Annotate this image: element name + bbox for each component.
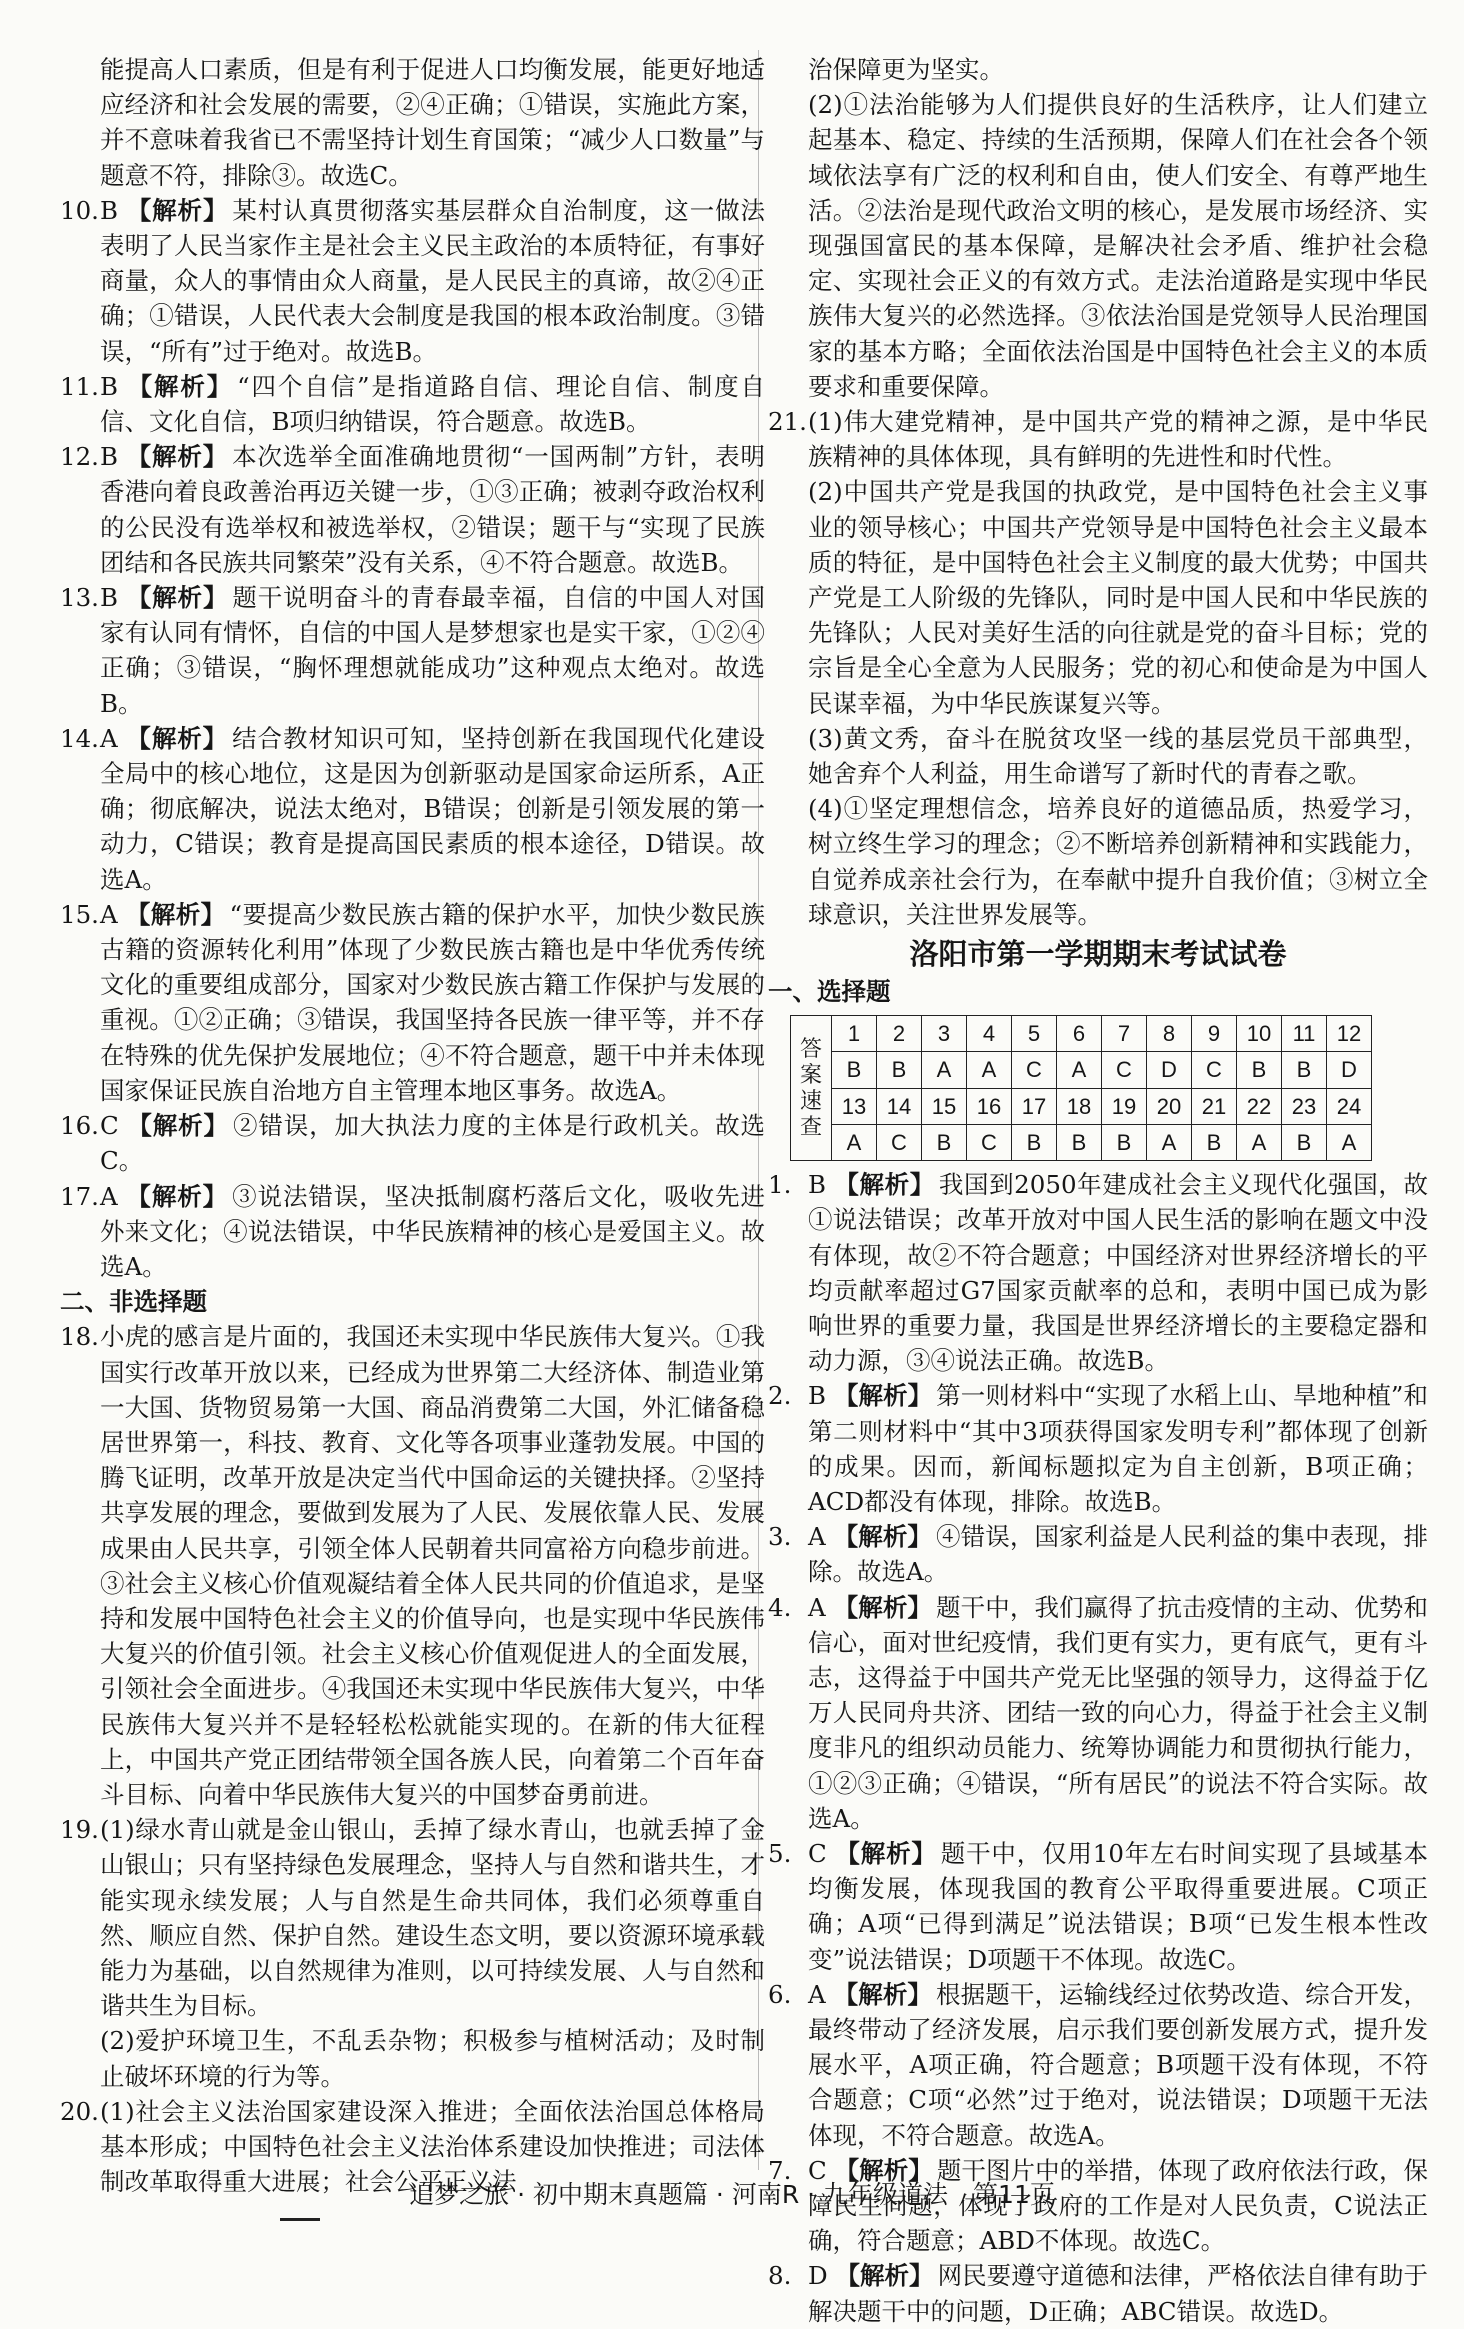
essay-20-continuation: 治保障更为坚实。 (808, 55, 1004, 84)
answer-item-7: 7. C 【解析】 题干图片中的举措，体现了政府依法行政，保障民生问题，体现了政府的工作是对人民负责，C说法正确，符合题意；ABD不体现。故选C。 (768, 2155, 1429, 2256)
essay-item-18: 18. 小虎的感言是片面的，我国还未实现中华民族伟大复兴。①我国实行改革开放以来，已经成为世界第二大经济体、制造业第一大国、货物贸易第一大国、商品消费第二大国，外汇储备稳居世界第一，科技、教育、文化等各项事业蓬勃发展。中国的腾飞证明，改革开放是决定当代中国命运的关键抉择。②坚持共享发展的理念，要做到发展为了人民、发展依靠人民、发展成果由人民共享，引领全体人民朝着共同富裕方向稳步前进。③社会主义核心价值观凝结着全体人民共同的价值追求，是坚持和发展中国特色社会主义的价值导向，也是实现中华民族伟大复兴的价值引领。社会主义核心价值观促进人的全面发展，引领社会全面进步。④我国还未实现中华民族伟大复兴，中华民族伟大复兴并不是轻轻松松就能实现的。在新的伟大征程上，中国共产党正团结带领全国各族人民，向着第二个百年奋斗目标、向着中华民族伟大复兴的中国梦奋勇前进。 (60, 1322, 765, 1809)
essay-21-part3: (3)黄文秀，奋斗在脱贫攻坚一线的基层党员干部典型，她舍弃个人利益，用生命谱写了新时代的青春之歌。 (808, 723, 1428, 789)
footer-mark (280, 2218, 320, 2221)
section-title-choice: 一、选择题 (768, 977, 891, 1007)
answer-item-10: 10. B 【解析】 某村认真贯彻落实基层群众自治制度，这一做法表明了人民当家作主是社会主义民主政治的本质特征，有事好商量，众人的事情由众人商量，是人民民主的真谛，故②④正确；①错误，人民代表大会制度是我国的根本政治制度。③错误，“所有”过于绝对。故选B。 (60, 195, 766, 366)
answer-item-8: 8. D 【解析】 网民要遵守道德和法律，严格依法自律有助于解决题干中的问题，D正确；ABC错误。故选D。 (768, 2261, 1428, 2326)
answer-item-12: 12. B 【解析】 本次选举全面准确地贯彻“一国两制”方针，表明香港向着良政善治再迈关键一步，①③正确；被剥夺政治权利的公民没有选举权和被选举权，②错误；题干与“实现了民族团结和各民族共同繁荣”没有关系，④不符合题意。故选B。 (60, 442, 765, 577)
answer-table (790, 1015, 1372, 1161)
essay-item-20: 20. (1)社会主义法治国家建设深入推进；全面依法治国总体格局基本形成；中国特色社会主义法治体系建设加快推进；司法体制改革取得重大进展；社会公平正义法 (60, 2096, 765, 2197)
answer-list-left (60, 193, 765, 1284)
answer-item-16: 16. C 【解析】 ②错误，加大执法力度的主体是行政机关。故选C。 (60, 1111, 765, 1176)
table-row: 13 14 15 16 17 18 19 20 21 22 23 24 (791, 1088, 1372, 1124)
left-column (60, 52, 765, 2199)
essay-item-19: 19. (1)绿水青山就是金山银山，丢掉了绿水青山，也就丢掉了金山银山；只有坚持绿色发展理念，坚持人与自然和谐共生，才能实现永续发展；人与自然是生命共同体，我们必须尊重自然、顺应自然、保护自然。建设生态文明，要以资源环境承载能力为基础，以自然规律为准则，以可持续发展、人与自然和谐共生为目标。 (2)爱护环境卫生，不乱丢杂物；积极参与植树活动；及时制止破坏环境的行为等。 (60, 1815, 765, 2091)
answer-item-11: 11. B 【解析】 “四个自信”是指道路自信、理论自信、制度自信、文化自信，B项归纳错误，符合题意。故选B。 (60, 371, 765, 437)
answer-item-1: 1. B 【解析】 我国到2050年建成社会主义现代化强国，故①说法错误；改革开放对中国人民生活的影响在题文中没有体现，故②不符合题意；中国经济对世界经济增长的平均贡献率超过G7国家贡献率的总和，表明中国已成为影响世界的重要力量，我国是世界经济增长的主要稳定器和动力源，③④说法正确。故选B。 (768, 1170, 1429, 1376)
essay-21-part1: (1)伟大建党精神，是中国共产党的精神之源，是中华民族精神的具体体现，具有鲜明的先进性和时代性。 (808, 407, 1428, 472)
answer-item-4: 4. A 【解析】 题干中，我们赢得了抗击疫情的主动、优势和信心，面对世纪疫情，我们更有实力，更有底气，更有斗志，这得益于中国共产党无比坚强的领导力，这得益于亿万人民同舟共济、团结一致的向心力，得益于社会主义制度非凡的组织动员能力、统筹协调能力和贯彻执行能力，①②③正确；④错误，“所有居民”的说法不符合实际。故选A。 (768, 1592, 1429, 1833)
table-side-label: 答 案 速 查 (791, 1016, 832, 1161)
table-row: B B A A C A C D C B B D (791, 1052, 1372, 1088)
answer-item-14: 14. A 【解析】 结合教材知识可知，坚持创新在我国现代化建设全局中的核心地位，这是因为创新驱动是国家命运所系，A正确；彻底解决，说法太绝对，B错误；创新是引领发展的第一动力，C错误；教育是提高国民素质的根本途径，D错误。故选A。 (60, 723, 766, 894)
answer-item-13: 13. B 【解析】 题干说明奋斗的青春最幸福，自信的中国人对国家有认同有情怀，自信的中国人是梦想家也是实干家，①②④正确；③错误，“胸怀理想就能成功”这种观点太绝对。故选B。 (60, 583, 766, 718)
answer-item-6: 6. A 【解析】 根据题干，运输线经过依势改造、综合开发，最终带动了经济发展，启示我们要创新发展方式，提升发展水平，A项正确，符合题意；B项题干没有体现，不符合题意；C项“必然”过于绝对，说法错误；D项题干无法体现，不符合题意。故选A。 (768, 1979, 1429, 2150)
section-title-nonchoice: 二、非选择题 (60, 1287, 207, 1317)
essay-21-part2: (2)中国共产党是我国的执政党，是中国特色社会主义事业的领导核心；中国共产党领导是中国特色社会主义最本质的特征，是中国特色社会主义制度的最大优势；中国共产党是工人阶级的先锋队，同时是中国人民和中华民族的先锋队；人民对美好生活的向往就是党的奋斗目标；党的宗旨是全心全意为人民服务；党的初心和使命是为中国人民谋幸福，为中华民族谋复兴等。 (808, 477, 1428, 718)
exam-title: 洛阳市第一学期期末考试试卷 (909, 937, 1287, 972)
essay-21-part4: (4)①坚定理想信念，培养良好的道德品质，热爱学习，树立终生学习的理念；②不断培养创新精神和实践能力，自觉养成亲社会行为，在奉献中提升自我价值；③树立全球意识，关注世界发展等。 (808, 794, 1428, 929)
answer-item-3: 3. A 【解析】 ④错误，国家利益是人民利益的集中表现，排除。故选A。 (768, 1522, 1429, 1587)
answer-item-2: 2. B 【解析】 第一则材料中“实现了水稻上山、旱地种植”和第二则材料中“其中3项获得国家发明专利”都体现了创新的成果。因而，新闻标题拟定为自主创新，B项正确；ACD都没有体现，排除。故选B。 (768, 1381, 1428, 1516)
page-footer: 追梦之旅 · 初中期末真题篇 · 河南R · 九年级道法 第11页 (409, 2180, 1055, 2209)
intro-paragraph: 能提高人口素质，但是有利于促进人口均衡发展，能更好地适应经济和社会发展的需要，②④正确；①错误，实施此方案，并不意味着我省已不需坚持计划生育国策；“减少人口数量”与题意不符，排除③。故选C。 (100, 55, 765, 190)
answer-item-17: 17. A 【解析】 ③说法错误，坚决抵制腐朽落后文化，吸收先进外来文化；④说法错误，中华民族精神的核心是爱国主义。故选A。 (60, 1181, 766, 1281)
essay-20-part2: (2)①法治能够为人们提供良好的生活秩序，让人们建立起基本、稳定、持续的生活预期，保障人们在社会各个领域依法享有广泛的权利和自由，使人们安全、有尊严地生活。②法治是现代政治文明的核心，是发展市场经济、实现强国富民的基本保障，是解决社会矛盾、维护社会稳定、实现社会正义的有效方式。走法治道路是实现中华民族伟大复兴的必然选择。③依法治国是党领导人民治理国家的基本方略；全面依法治国是中国特色社会主义的本质要求和重要保障。 (808, 90, 1428, 401)
answer-item-5: 5. C 【解析】 题干中，仅用10年左右时间实现了县域基本均衡发展，体现我国的教育公平取得重要进展。C项正确；A项“已得到满足”说法错误；B项“已发生根本性改变”说法错误；D项题干不体现。故选C。 (768, 1838, 1429, 1974)
answer-item-15: 15. A 【解析】 “要提高少数民族古籍的保护水平，加快少数民族古籍的资源转化利用”体现了少数民族古籍也是中华优秀传统文化的重要组成部分，国家对少数民族古籍工作保护与发展的重视。①②正确；③错误，我国坚持各民族一律平等，并不存在特殊的优先保护发展地位；④不符合题意，题干中并未体现国家保证民族自治地方自主管理本地区事务。故选A。 (60, 899, 766, 1105)
right-column (768, 52, 1428, 2329)
answer-list-right (768, 1167, 1428, 2329)
table-row: 答 案 速 查 1 2 3 4 5 6 7 8 9 10 11 12 (791, 1016, 1372, 1052)
essay-item-21: 21. (1)伟大建党精神，是中国共产党的精神之源，是中华民族精神的具体体现，具有鲜明的先进性和时代性。 (2)中国共产党是我国的执政党，是中国特色社会主义事业的领导核心；中国共产党领导是中国特色社会主义最本质的特征，是中国特色社会主义制度的最大优势；中国共产党是工人阶级的先锋队，同时是中国人民和中华民族的先锋队；人民对美好生活的向往就是党的奋斗目标；党的宗旨是全心全意为人民服务；党的初心和使命是为中国人民谋幸福，为中华民族谋复兴等。 (3)黄文秀，奋斗在脱贫攻坚一线的基层党员干部典型，她舍弃个人利益，用生命谱写了新时代的青春之歌。 (4)①坚定理想信念，培养良好的道德品质，热爱学习，树立终生学习的理念；②不断培养创新精神和实践能力，自觉养成亲社会行为，在奉献中提升自我价值；③树立全球意识，关注世界发展等。 (768, 404, 1428, 932)
table-row: A C B C B B B A B A B A (791, 1124, 1372, 1160)
